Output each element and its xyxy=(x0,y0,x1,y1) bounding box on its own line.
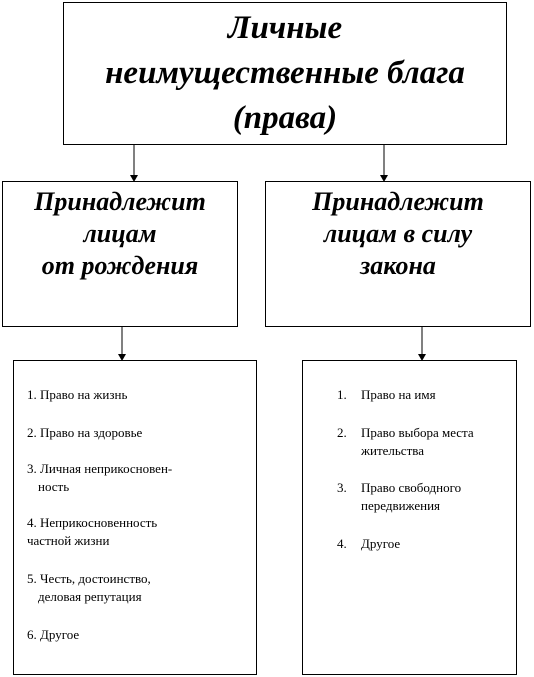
list-item-text-continued: деловая репутация xyxy=(38,589,142,604)
list-item-honor-dignity-reputation xyxy=(27,570,151,606)
list-item-freedom-of-movement xyxy=(337,479,461,515)
list-item-number: 3. xyxy=(337,480,347,495)
root-node-personal-non-property-rights xyxy=(63,2,507,145)
branch-left-line-2: лицам xyxy=(83,219,157,248)
list-item-personal-inviolability xyxy=(27,460,172,496)
list-item-other xyxy=(27,626,79,644)
list-item-choice-of-residence xyxy=(337,424,474,460)
list-item-text: Право на имя xyxy=(361,387,436,402)
branch-right-line-1: Принадлежит xyxy=(312,187,484,216)
root-title-line-1: Личные xyxy=(227,10,343,46)
list-item-other xyxy=(337,535,400,553)
list-item-right-to-name xyxy=(337,386,436,404)
list-item-right-to-life xyxy=(27,386,127,404)
branch-left-line-1: Принадлежит xyxy=(34,187,206,216)
list-item-text: 4. Неприкосновенность xyxy=(27,515,158,530)
list-item-right-to-health xyxy=(27,424,142,442)
branch-right-line-2: лицам в силу xyxy=(323,219,473,248)
rights-list-from-birth xyxy=(13,360,257,675)
root-title-line-2: неимущественные блага xyxy=(105,55,465,91)
list-item-text: Право выбора места xyxy=(361,425,474,440)
root-title-line-3: (права) xyxy=(232,100,338,136)
rights-list-by-law xyxy=(302,360,517,675)
branch-left-line-3: от рождения xyxy=(41,251,199,280)
list-item-text: 6. Другое xyxy=(27,627,80,642)
list-item-text: Право свободного xyxy=(361,480,462,495)
list-item-text: 2. Право на здоровье xyxy=(27,425,143,440)
branch-node-from-birth xyxy=(2,181,238,327)
list-item-text: 3. Личная неприкосновен- xyxy=(27,461,173,476)
branch-right-line-3: закона xyxy=(360,251,436,280)
list-item-text-continued: частной жизни xyxy=(27,533,110,548)
list-item-text-continued: жительства xyxy=(361,443,424,458)
branch-node-by-law xyxy=(265,181,531,327)
list-item-number: 2. xyxy=(337,425,347,440)
list-item-number: 1. xyxy=(337,387,347,402)
list-item-text: 5. Честь, достоинство, xyxy=(27,571,151,586)
list-item-text-continued: передвижения xyxy=(361,498,441,513)
list-item-text: Другое xyxy=(361,536,401,551)
list-item-private-life-inviolability xyxy=(27,514,157,550)
list-item-text-continued: ность xyxy=(38,479,70,494)
list-item-text: 1. Право на жизнь xyxy=(27,387,128,402)
list-item-number: 4. xyxy=(337,536,347,551)
